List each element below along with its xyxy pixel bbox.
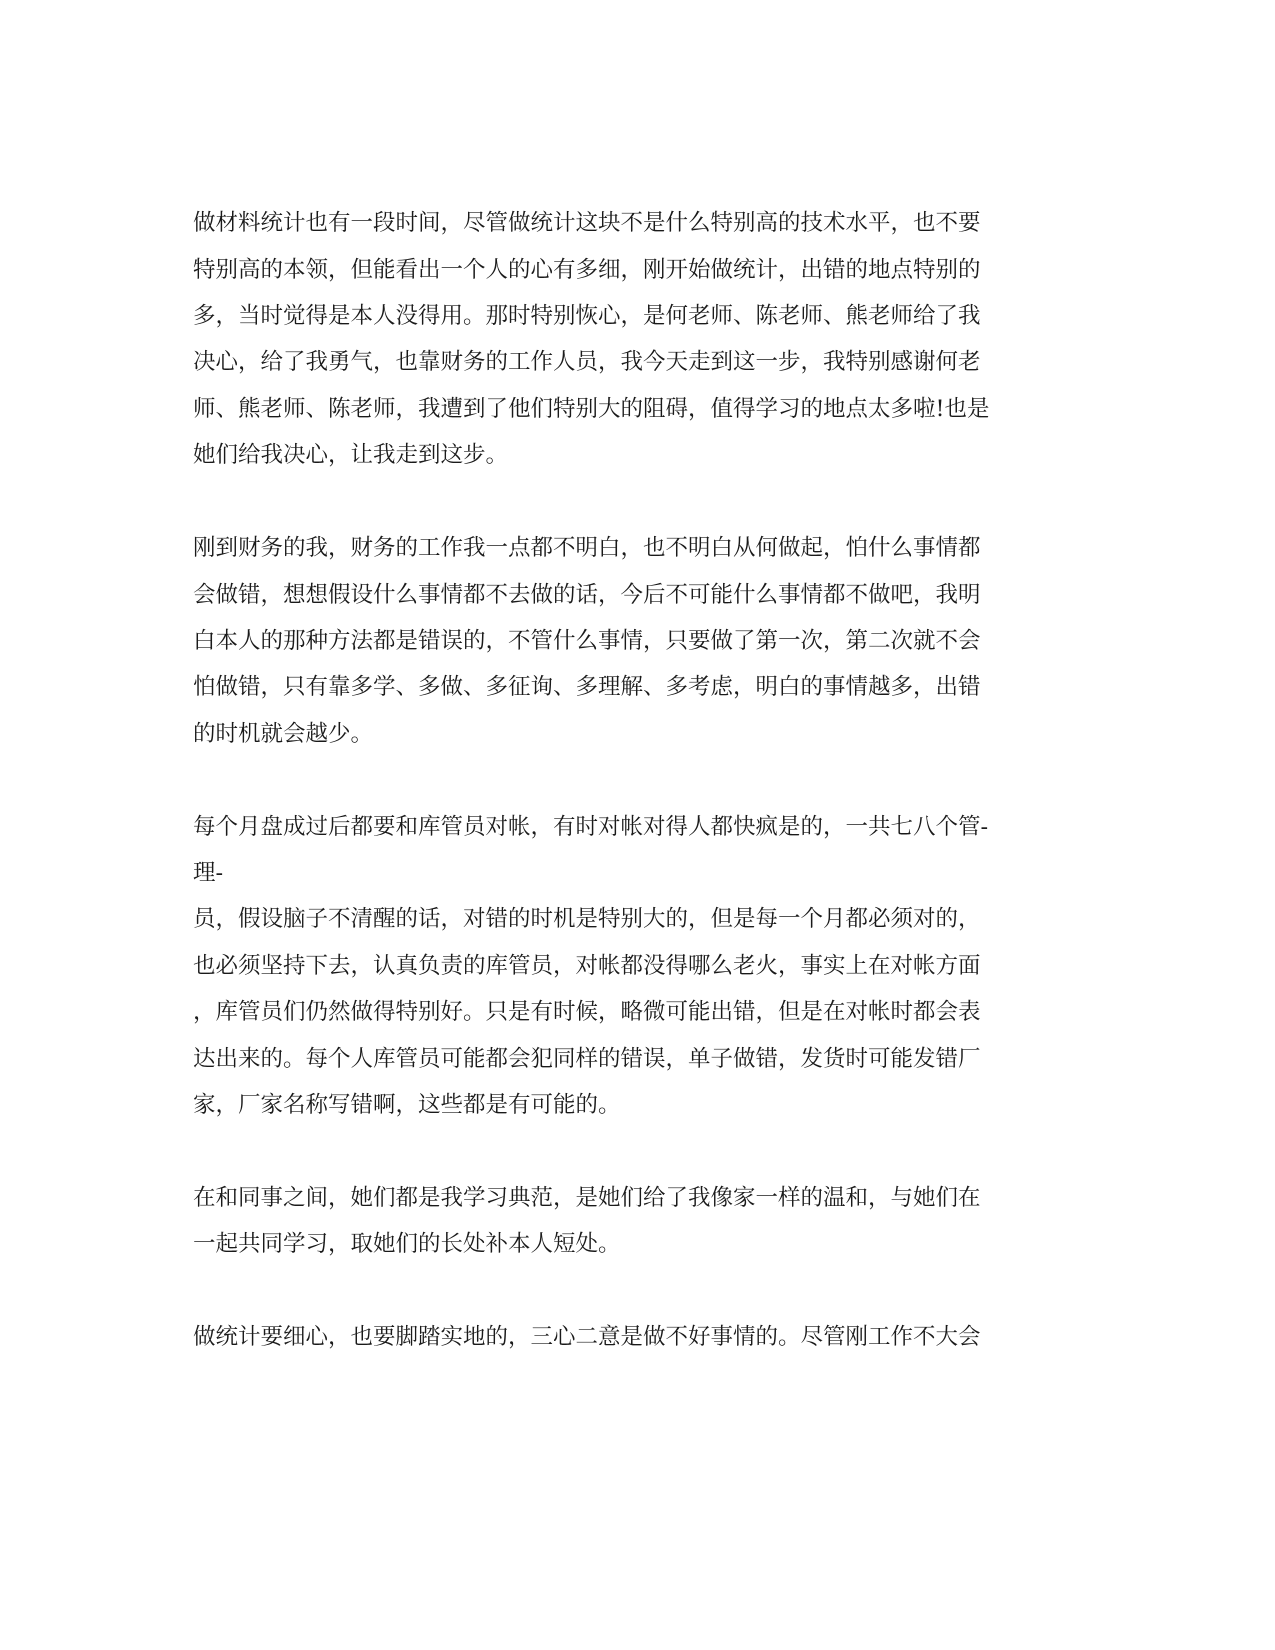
paragraph-1-line-6: 她们给我决心，让我走到这步。: [193, 442, 509, 468]
paragraph-1-line-4: 决心，给了我勇气，也靠财务的工作人员，我今天走到这一步，我特别感谢何老: [193, 349, 981, 375]
paragraph-4-line-2: 一起共同学习，取她们的长处补本人短处。: [193, 1231, 621, 1257]
paragraph-2-line-4: 怕做错，只有靠多学、多做、多征询、多理解、多考虑，明白的事情越多，出错: [193, 674, 981, 700]
paragraph-2-line-2: 会做错，想想假设什么事情都不去做的话，今后不可能什么事情都不做吧，我明: [193, 582, 981, 608]
paragraph-1-line-2: 特别高的本领，但能看出一个人的心有多细，刚开始做统计，出错的地点特别的: [193, 257, 981, 283]
paragraph-3-line-3: 员，假设脑子不清醒的话，对错的时机是特别大的，但是每一个月都必须对的，: [193, 906, 981, 932]
paragraph-1-line-3: 多，当时觉得是本人没得用。那时特别恢心，是何老师、陈老师、熊老师给了我: [193, 303, 981, 329]
paragraph-3-line-4: 也必须坚持下去，认真负责的库管员，对帐都没得哪么老火，事实上在对帐方面: [193, 953, 981, 979]
paragraph-3-line-6: 达出来的。每个人库管员可能都会犯同样的错误，单子做错，发货时可能发错厂: [193, 1046, 981, 1072]
paragraph-2-line-5: 的时机就会越少。: [193, 721, 374, 747]
paragraph-3-line-5: ，库管员们仍然做得特别好。只是有时候，略微可能出错，但是在对帐时都会表: [193, 999, 981, 1025]
paragraph-5-line-1: 做统计要细心，也要脚踏实地的，三心二意是做不好事情的。尽管刚工作不大会: [193, 1324, 981, 1350]
paragraph-3-line-1: 每个月盘成过后都要和库管员对帐，有时对帐对得人都快疯是的，一共七八个管-: [193, 814, 989, 840]
paragraph-3-line-7: 家，厂家名称写错啊，这些都是有可能的。: [193, 1092, 621, 1118]
paragraph-2-line-1: 刚到财务的我，财务的工作我一点都不明白，也不明白从何做起，怕什么事情都: [193, 535, 981, 561]
paragraph-1-line-5: 师、熊老师、陈老师，我遭到了他们特别大的阻碍，值得学习的地点太多啦!也是: [193, 396, 990, 422]
paragraph-2-line-3: 白本人的那种方法都是错误的，不管什么事情，只要做了第一次，第二次就不会: [193, 628, 981, 654]
paragraph-3-line-2: 理-: [193, 860, 224, 886]
paragraph-4-line-1: 在和同事之间，她们都是我学习典范，是她们给了我像家一样的温和，与她们在: [193, 1185, 981, 1211]
paragraph-1-line-1: 做材料统计也有一段时间，尽管做统计这块不是什么特别高的技术水平，也不要: [193, 210, 981, 236]
